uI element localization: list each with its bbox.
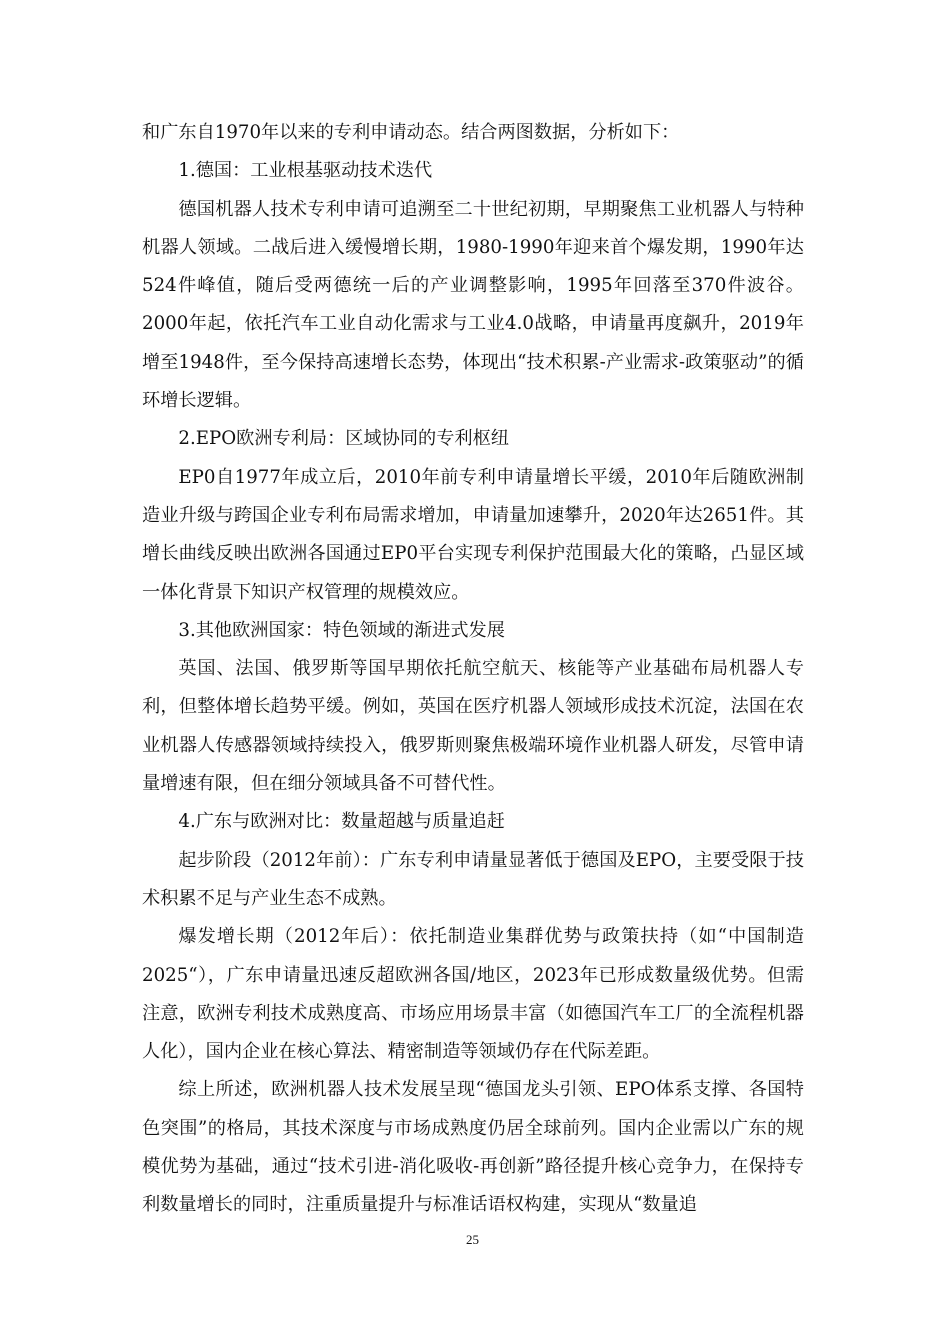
paragraph-initial-stage: 起步阶段（2012年前）：广东专利申请量显著低于德国及EPO，主要受限于技术积累不足与产业生态不成熟。 xyxy=(142,849,804,909)
document-body xyxy=(142,114,804,1225)
paragraph-germany: 德国机器人技术专利申请可追溯至二十世纪初期，早期聚焦工业机器人与特种机器人领域。二战后进入缓慢增长期，1980-1990年迎来首个爆发期，1990年达524件峰值，随后受两德统一后的产业调整影响，1995年回落至370件波谷。2000年起，依托汽车工业自动化需求与工业4.0战略，申请量再度飙升，2019年增至1948件，至今保持高速增长态势，体现出“技术积累-产业需求-政策驱动”的循环增长逻辑。 xyxy=(142,198,804,412)
section-heading-comparison: 4.广东与欧洲对比：数量超越与质量追赶 xyxy=(178,811,505,833)
section-heading-other-europe: 3.其他欧洲国家：特色领域的渐进式发展 xyxy=(178,619,505,641)
paragraph-growth-stage: 爆发增长期（2012年后）：依托制造业集群优势与政策扶持（如“中国制造2025“），广东申请量迅速反超欧洲各国/地区，2023年已形成数量级优势。但需注意，欧洲专利技术成熟度高、市场应用场景丰富（如德国汽车工厂的全流程机器人化），国内企业在核心算法、精密制造等领域仍存在代际差距。 xyxy=(142,926,804,1063)
section-heading-epo: 2.EPO欧洲专利局：区域协同的专利枢纽 xyxy=(178,428,509,450)
paragraph-other-europe: 英国、法国、俄罗斯等国早期依托航空航天、核能等产业基础布局机器人专利，但整体增长趋势平缓。例如，英国在医疗机器人领域形成技术沉淀，法国在农业机器人传感器领域持续投入，俄罗斯则聚焦极端环境作业机器人研发，尽管申请量增速有限，但在细分领域具备不可替代性。 xyxy=(142,658,804,795)
paragraph-continued: 和广东自1970年以来的专利申请动态。结合两图数据，分析如下： xyxy=(142,122,680,143)
paragraph-summary: 综上所述，欧洲机器人技术发展呈现“德国龙头引领、EPO体系支撑、各国特色突围”的格局，其技术深度与市场成熟度仍居全球前列。国内企业需以广东的规模优势为基础，通过“技术引进-消化吸收-再创新”路径提升核心竞争力，在保持专利数量增长的同时，注重质量提升与标准话语权构建，实现从“数量追 xyxy=(142,1079,804,1216)
page-number: 25 xyxy=(466,1232,479,1247)
section-heading-germany: 1.德国：工业根基驱动技术迭代 xyxy=(178,160,433,182)
paragraph-epo: EP0自1977年成立后，2010年前专利申请量增长平缓，2010年后随欧洲制造业升级与跨国企业专利布局需求增加，申请量加速攀升，2020年达2651件。其增长曲线反映出欧洲各国通过EP0平台实现专利保护范围最大化的策略，凸显区域一体化背景下知识产权管理的规模效应。 xyxy=(142,466,804,603)
